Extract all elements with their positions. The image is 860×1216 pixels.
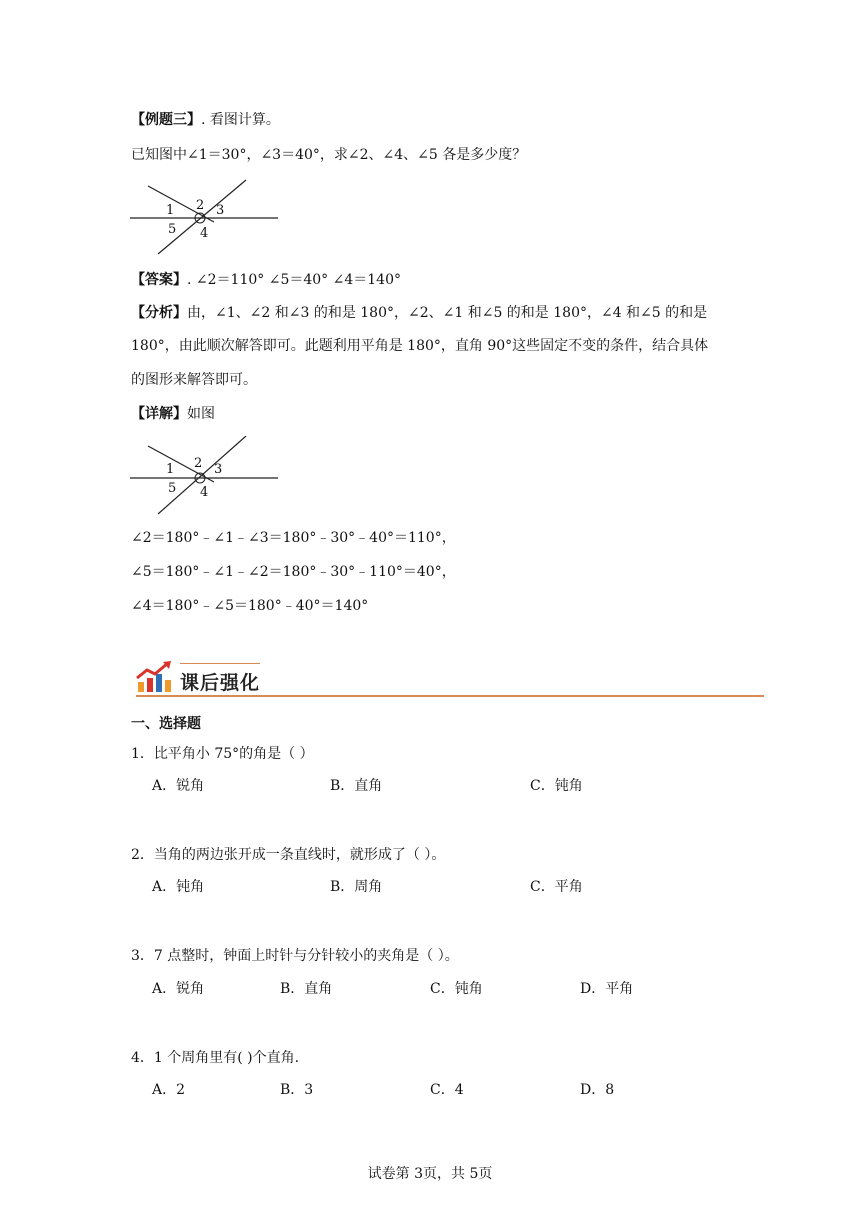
angle-label-5: 5 — [168, 222, 177, 237]
angle-label-4: 4 — [200, 485, 209, 500]
angle-label-5: 5 — [168, 481, 177, 496]
detail-text: 如图 — [187, 406, 215, 422]
question-4-option-b[interactable]: B．3 — [280, 1082, 314, 1098]
part-heading: 一、选择题 — [131, 716, 201, 732]
question-2-stem: 2．当角的两边张开成一条直线时，就形成了（ ）。 — [131, 847, 446, 863]
question-1-option-b[interactable]: B．直角 — [330, 778, 383, 794]
section-top-rule — [180, 663, 260, 664]
section-title: 课后强化 — [180, 672, 261, 694]
question-2-option-b[interactable]: B．周角 — [330, 879, 383, 895]
question-4-option-a[interactable]: A．2 — [152, 1082, 186, 1098]
bar-chart-trend-icon — [135, 660, 175, 694]
question-2-option-c[interactable]: C．平角 — [530, 879, 583, 895]
question-2-option-a[interactable]: A．钝角 — [152, 879, 205, 895]
angle-label-2: 2 — [196, 198, 205, 213]
example-question: 已知图中∠1＝30°，∠3＝40°，求∠2、∠4、∠5 各是多少度？ — [131, 147, 527, 163]
question-1-stem: 1．比平角小 75°的角是（ ） — [131, 746, 314, 762]
question-3-option-c[interactable]: C．钝角 — [430, 981, 483, 997]
answer-line — [131, 270, 401, 290]
question-4-option-d[interactable]: D．8 — [580, 1082, 615, 1098]
question-1-option-a[interactable]: A．锐角 — [152, 778, 205, 794]
example-heading — [131, 110, 280, 130]
detail-line — [131, 404, 215, 424]
question-3-option-a[interactable]: A．锐角 — [152, 981, 205, 997]
equation-angle-4: ∠4＝180°﹣∠5＝180°﹣40°＝140° — [131, 598, 369, 614]
angle-label-4: 4 — [200, 226, 209, 241]
question-3-stem: 3．7 点整时，钟面上时针与分针较小的夹角是（ ）。 — [131, 948, 459, 964]
question-3-option-d[interactable]: D．平角 — [580, 981, 634, 997]
angle-label-1: 1 — [166, 203, 175, 218]
question-4-stem: 4．1 个周角里有( )个直角. — [131, 1050, 300, 1066]
angle-label-2: 2 — [194, 456, 203, 471]
angle-label-3: 3 — [216, 203, 225, 218]
example-tag: 【例题三】 — [131, 112, 201, 128]
analysis-text-1: 由，∠1、∠2 和∠3 的和是 180°，∠2、∠1 和∠5 的和是 180°，∠4 和∠5 的和是 — [187, 305, 708, 321]
question-4-option-c[interactable]: C．4 — [430, 1082, 464, 1098]
equation-angle-5: ∠5＝180°﹣∠1﹣∠2＝180°﹣30°﹣110°＝40°， — [131, 564, 456, 580]
analysis-tag: 【分析】 — [131, 305, 187, 321]
analysis-line-1 — [131, 303, 707, 323]
angle-diagram — [128, 176, 288, 256]
question-1-option-c[interactable]: C．钝角 — [530, 778, 583, 794]
page-footer: 试卷第 3页，共 5页 — [367, 1166, 493, 1182]
question-3-option-b[interactable]: B．直角 — [280, 981, 333, 997]
analysis-line-3: 的图形来解答即可。 — [131, 372, 257, 388]
detail-tag: 【详解】 — [131, 406, 187, 422]
answer-tag: 【答案】 — [131, 272, 187, 288]
section-bottom-rule — [136, 695, 764, 697]
angle-diagram-detail — [128, 436, 288, 516]
slant-line-down — [148, 446, 214, 482]
example-title: . 看图计算。 — [201, 112, 280, 128]
answer-text: . ∠2＝110° ∠5＝40° ∠4＝140° — [187, 272, 401, 288]
angle-label-1: 1 — [166, 462, 175, 477]
equation-angle-2: ∠2＝180°﹣∠1﹣∠3＝180°﹣30°﹣40°＝110°， — [131, 530, 456, 546]
angle-label-3: 3 — [214, 462, 223, 477]
analysis-line-2: 180°，由此顺次解答即可。此题利用平角是 180°，直角 90°这些固定不变的条件，结合具体 — [131, 338, 709, 354]
